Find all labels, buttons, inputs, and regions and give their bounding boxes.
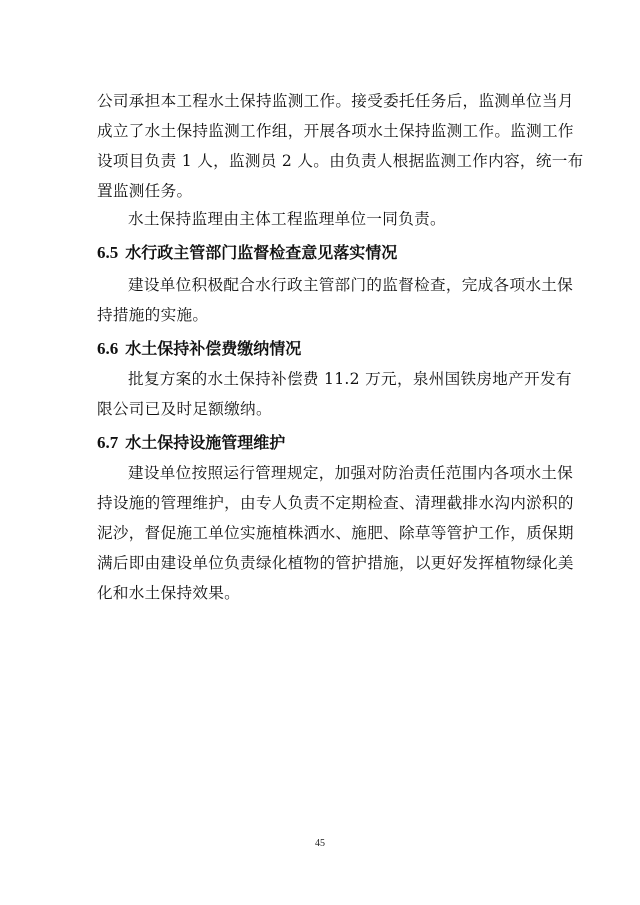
text-line: 置监测任务。 bbox=[97, 182, 193, 200]
section-heading-6-7 bbox=[97, 430, 285, 456]
text-line: 限公司已及时足额缴纳。 bbox=[97, 400, 272, 418]
text-line: 建设单位积极配合水行政主管部门的监督检查，完成各项水土保 bbox=[128, 276, 574, 294]
section-number: 6.5 bbox=[97, 243, 119, 262]
text-line: 公司承担本工程水土保持监测工作。接受委托任务后，监测单位当月 bbox=[97, 92, 574, 110]
text-line: 建设单位按照运行管理规定，加强对防治责任范围内各项水土保 bbox=[128, 464, 574, 482]
section-heading-6-5 bbox=[97, 240, 397, 266]
text-line: 设项目负责 1 人，监测员 2 人。由负责人根据监测工作内容，统一布 bbox=[97, 152, 584, 170]
paragraph-compensation-fee bbox=[97, 364, 572, 424]
text-line: 化和水土保持效果。 bbox=[97, 584, 241, 602]
text-line: 持措施的实施。 bbox=[97, 306, 209, 324]
paragraph-inspection bbox=[97, 270, 574, 330]
section-heading-6-6 bbox=[97, 336, 301, 362]
section-title: 水土保持设施管理维护 bbox=[125, 433, 286, 452]
section-title: 水土保持补偿费缴纳情况 bbox=[125, 339, 302, 358]
text-line: 泥沙，督促施工单位实施植株洒水、施肥、除草等管护工作，质保期 bbox=[97, 524, 574, 542]
text-line: 满后即由建设单位负责绿化植物的管护措施，以更好发挥植物绿化美 bbox=[97, 554, 574, 572]
paragraph-supervision bbox=[97, 204, 545, 234]
text-line: 水土保持监理由主体工程监理单位一同负责。 bbox=[128, 210, 446, 228]
text-line: 成立了水土保持监测工作组，开展各项水土保持监测工作。监测工作 bbox=[97, 122, 574, 140]
paragraph-monitoring-team bbox=[97, 86, 584, 206]
text-line: 持设施的管理维护，由专人负责不定期检查、清理截排水沟内淤积的 bbox=[97, 494, 574, 512]
text-line: 批复方案的水土保持补偿费 11.2 万元，泉州国铁房地产开发有 bbox=[128, 370, 572, 388]
paragraph-maintenance bbox=[97, 458, 574, 608]
section-number: 6.6 bbox=[97, 339, 119, 358]
page-number: 45 bbox=[315, 838, 325, 849]
section-title: 水行政主管部门监督检查意见落实情况 bbox=[125, 243, 398, 262]
section-number: 6.7 bbox=[97, 433, 119, 452]
